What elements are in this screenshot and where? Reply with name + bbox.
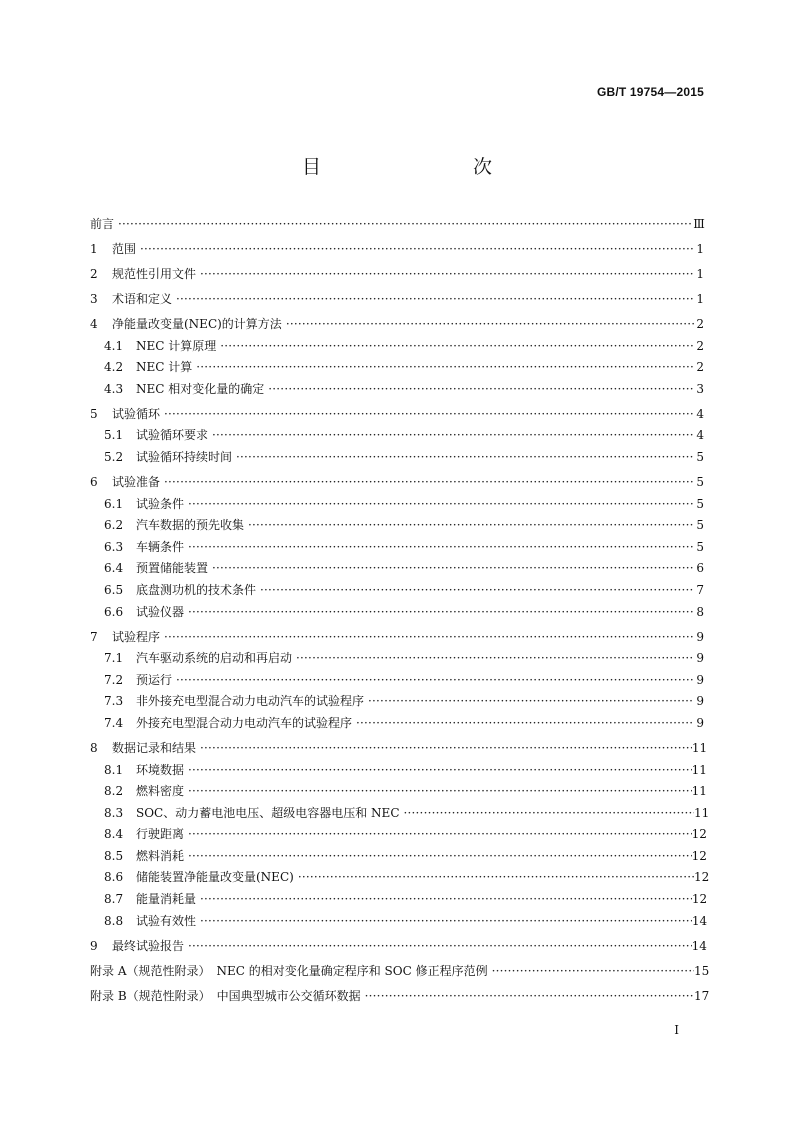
toc-entry-number: 5	[90, 406, 98, 421]
dot-leader	[116, 218, 693, 230]
toc-entry-title: 试验仪器	[136, 604, 185, 619]
toc-entry[interactable]	[90, 318, 704, 336]
toc-entry-page: 17	[694, 988, 710, 1003]
toc-entry-number: 5.1	[104, 428, 124, 443]
toc-entry-number: 7.4	[104, 715, 124, 730]
toc-entry-number: 8.8	[104, 913, 124, 928]
dot-leader	[186, 541, 694, 553]
toc-entry-title: 能量消耗量	[136, 892, 197, 907]
toc-entry-title: 最终试验报告	[112, 938, 185, 953]
toc-entry-page: 11	[691, 762, 707, 777]
toc-entry-number: 4	[90, 317, 98, 331]
toc-entry[interactable]	[90, 717, 704, 735]
toc-entry-title: NEC 计算原理	[136, 338, 217, 353]
toc-entry-number: 6.1	[104, 496, 124, 511]
toc-entry-page: 4	[696, 406, 704, 421]
toc-entry-number: 4.2	[104, 360, 124, 375]
toc-entry-page: 15	[694, 963, 710, 978]
toc-entry-title: 数据记录和结果	[112, 740, 197, 755]
toc-entry-title: 外接充电型混合动力电动汽车的试验程序	[136, 715, 353, 730]
toc-entry-title: 净能量改变量(NEC)的计算方法	[112, 317, 282, 331]
toc-entry-number: 7	[90, 629, 98, 644]
toc-entry[interactable]	[90, 361, 704, 379]
toc-entry-title: NEC 相对变化量的确定	[136, 381, 265, 396]
toc-entry-page: 5	[696, 539, 704, 554]
toc-entry-title: 试验条件	[136, 496, 185, 511]
toc-entry-page: 12	[691, 827, 707, 842]
toc-entry[interactable]	[90, 892, 708, 911]
toc-entry-title: 试验程序	[112, 629, 161, 644]
toc-entry[interactable]	[90, 519, 704, 537]
dot-leader	[194, 361, 694, 373]
dot-leader	[198, 742, 692, 754]
toc-entry-title: 试验有效性	[136, 913, 197, 928]
toc-entry-page: 1	[696, 267, 704, 281]
toc-entry-page: 8	[696, 604, 704, 619]
toc-entry-number: 6.4	[104, 561, 124, 576]
toc-entry-page: 4	[696, 428, 704, 443]
toc-entry-number: 8.6	[104, 870, 124, 885]
toc-entry[interactable]	[90, 451, 704, 469]
dot-leader	[266, 383, 694, 395]
toc-entry[interactable]	[90, 218, 704, 236]
toc-entry-page: 14	[691, 913, 708, 928]
toc-entry-title: 汽车数据的预先收集	[136, 518, 245, 533]
toc-entry-page: 11	[694, 805, 710, 820]
toc-entry-page: Ⅲ	[693, 217, 705, 231]
toc-entry-number: 8.5	[104, 848, 124, 863]
toc-entry-title: 储能装置净能量改变量(NEC)	[136, 870, 294, 885]
toc-entry-title: 非外接充电型混合动力电动汽车的试验程序	[136, 694, 365, 709]
toc-entry-page: 9	[696, 672, 704, 687]
toc-entry-page: 5	[696, 449, 704, 464]
toc-entry[interactable]	[90, 963, 710, 983]
toc-entry[interactable]	[90, 541, 704, 559]
toc-entry-number: 3	[90, 292, 98, 306]
dot-leader	[174, 293, 694, 305]
dot-leader	[162, 408, 694, 420]
toc-entry-page: 5	[696, 474, 704, 489]
toc-entry-page: 9	[696, 629, 704, 644]
dot-leader	[258, 584, 694, 596]
toc-entry[interactable]	[90, 383, 704, 401]
toc-entry-number: 6.2	[104, 518, 124, 533]
toc-entry-page: 11	[691, 784, 707, 799]
toc-entry-number: 8.2	[104, 784, 124, 799]
toc-entry-number: 8	[90, 740, 98, 755]
toc-entry-title: NEC 计算	[136, 360, 193, 375]
toc-entry[interactable]	[90, 848, 707, 868]
toc-entry-number: 7.1	[104, 651, 124, 666]
dot-leader	[186, 606, 694, 618]
dot-leader	[366, 695, 694, 707]
toc-entry-page: 6	[696, 561, 704, 576]
toc-title: 目 次	[301, 156, 530, 178]
toc-entry[interactable]	[90, 606, 704, 624]
toc-entry-number: 8.1	[104, 762, 124, 777]
toc-entry-page: 1	[696, 242, 704, 256]
dot-leader	[246, 519, 694, 531]
toc-entry-title: 附录 B（规范性附录） 中国典型城市公交循环数据	[90, 988, 361, 1003]
toc-entry-number: 8.3	[104, 805, 124, 820]
toc-entry-page: 9	[696, 694, 704, 709]
dot-leader	[162, 476, 694, 488]
toc-entry-number: 7.2	[104, 672, 124, 687]
toc-entry-title: 术语和定义	[112, 292, 173, 306]
toc-entry[interactable]	[90, 429, 704, 447]
toc-entry-number: 7.3	[104, 694, 124, 709]
toc-entry[interactable]	[90, 870, 710, 889]
toc-entry[interactable]	[90, 805, 710, 825]
toc-entry[interactable]	[90, 293, 704, 311]
dot-leader	[363, 990, 694, 1002]
toc-entry-number: 8.7	[104, 892, 124, 907]
toc-entry-page: 9	[696, 715, 704, 730]
toc-entry[interactable]	[90, 913, 708, 933]
toc-entry[interactable]	[90, 476, 704, 494]
dot-leader	[186, 785, 692, 797]
toc-entry-number: 6.6	[104, 604, 124, 619]
dot-leader	[402, 807, 695, 819]
toc-entry-title: 燃料消耗	[136, 848, 185, 863]
toc-entry-page: 3	[696, 381, 704, 396]
toc-entry[interactable]	[90, 340, 704, 358]
dot-leader	[354, 717, 694, 729]
toc-entry-number: 4.1	[104, 338, 124, 353]
toc-entry[interactable]	[90, 762, 707, 782]
toc-entry[interactable]	[90, 938, 707, 958]
toc-entry-title: 试验循环持续时间	[136, 449, 233, 464]
toc-entry[interactable]	[90, 674, 704, 692]
toc-entry-number: 5.2	[104, 449, 124, 464]
toc-entry-title: SOC、动力蓄电池电压、超级电容器电压和 NEC	[136, 805, 400, 820]
toc-entry[interactable]	[90, 243, 704, 261]
toc-entry-title: 底盘测功机的技术条件	[136, 582, 257, 597]
dot-leader	[198, 268, 694, 280]
dot-leader	[186, 828, 692, 840]
toc-entry-page: 9	[696, 651, 704, 666]
toc-entry-page: 2	[696, 317, 704, 331]
toc-entry-title: 前言	[90, 217, 115, 231]
toc-entry-page: 5	[696, 518, 704, 533]
dot-leader	[234, 451, 694, 463]
toc-entry-title: 试验准备	[112, 474, 161, 489]
toc-entry-number: 1	[90, 242, 98, 256]
toc-entry[interactable]	[90, 695, 704, 713]
toc-entry-title: 规范性引用文件	[112, 267, 197, 281]
toc-entry-page: 11	[691, 740, 708, 755]
toc-entry-page: 12	[694, 870, 710, 885]
toc-entry-number: 6.3	[104, 539, 124, 554]
toc-entry-title: 汽车驱动系统的启动和再启动	[136, 651, 293, 666]
dot-leader	[296, 871, 694, 883]
toc-entry-title: 环境数据	[136, 762, 185, 777]
dot-leader	[210, 562, 694, 574]
toc-entry-page: 7	[696, 582, 704, 597]
toc-entry[interactable]	[90, 268, 704, 286]
toc-entry-number: 4.3	[104, 381, 124, 396]
dot-leader	[186, 498, 694, 510]
toc-entry[interactable]	[90, 562, 704, 580]
dot-leader	[186, 940, 692, 952]
toc-entry[interactable]	[90, 827, 707, 846]
standard-number: GB/T 19754—2015	[596, 85, 704, 99]
dot-leader	[198, 915, 692, 927]
dot-leader	[162, 631, 694, 643]
toc-entry-title: 范围	[112, 242, 137, 256]
toc-entry[interactable]	[90, 408, 704, 426]
toc-entry-page: 2	[696, 360, 704, 375]
page-footer-number: I	[674, 1023, 679, 1037]
toc-entry-number: 8.4	[104, 827, 124, 842]
toc-entry-title: 燃料密度	[136, 784, 185, 799]
toc-entry-title: 预置储能装置	[136, 561, 209, 576]
toc-entry[interactable]	[90, 652, 704, 670]
toc-entry-page: 1	[696, 292, 704, 306]
toc-entry-number: 9	[90, 938, 98, 953]
toc-entry[interactable]	[90, 740, 708, 760]
toc-entry-page: 12	[691, 848, 707, 863]
toc-entry[interactable]	[90, 784, 707, 803]
toc-entry-title: 试验循环要求	[136, 428, 209, 443]
dot-leader	[490, 965, 694, 977]
dot-leader	[186, 850, 692, 862]
dot-leader	[186, 764, 692, 776]
toc-entry-title: 行驶距离	[136, 827, 185, 842]
toc-entry-title: 车辆条件	[136, 539, 185, 554]
toc-entry-title: 附录 A（规范性附录） NEC 的相对变化量确定程序和 SOC 修正程序范例	[90, 963, 488, 978]
toc-entry-title: 试验循环	[112, 406, 161, 421]
dot-leader	[210, 429, 694, 441]
dot-leader	[138, 243, 694, 255]
toc-entry[interactable]	[90, 988, 710, 1008]
toc-entry-number: 6	[90, 474, 98, 489]
dot-leader	[284, 318, 694, 330]
dot-leader	[218, 340, 694, 352]
toc-entry[interactable]	[90, 498, 704, 516]
toc-entry-title: 预运行	[136, 672, 173, 687]
toc-entry-page: 5	[696, 496, 704, 511]
dot-leader	[174, 674, 694, 686]
toc-entry[interactable]	[90, 584, 704, 602]
toc-entry-page: 14	[691, 938, 707, 953]
toc-entry[interactable]	[90, 631, 704, 649]
toc-entry-page: 12	[691, 892, 708, 907]
toc-entry-number: 2	[90, 267, 98, 281]
table-of-contents	[90, 217, 710, 1008]
dot-leader	[198, 893, 692, 905]
toc-entry-page: 2	[696, 338, 704, 353]
toc-entry-number: 6.5	[104, 582, 124, 597]
dot-leader	[294, 652, 694, 664]
